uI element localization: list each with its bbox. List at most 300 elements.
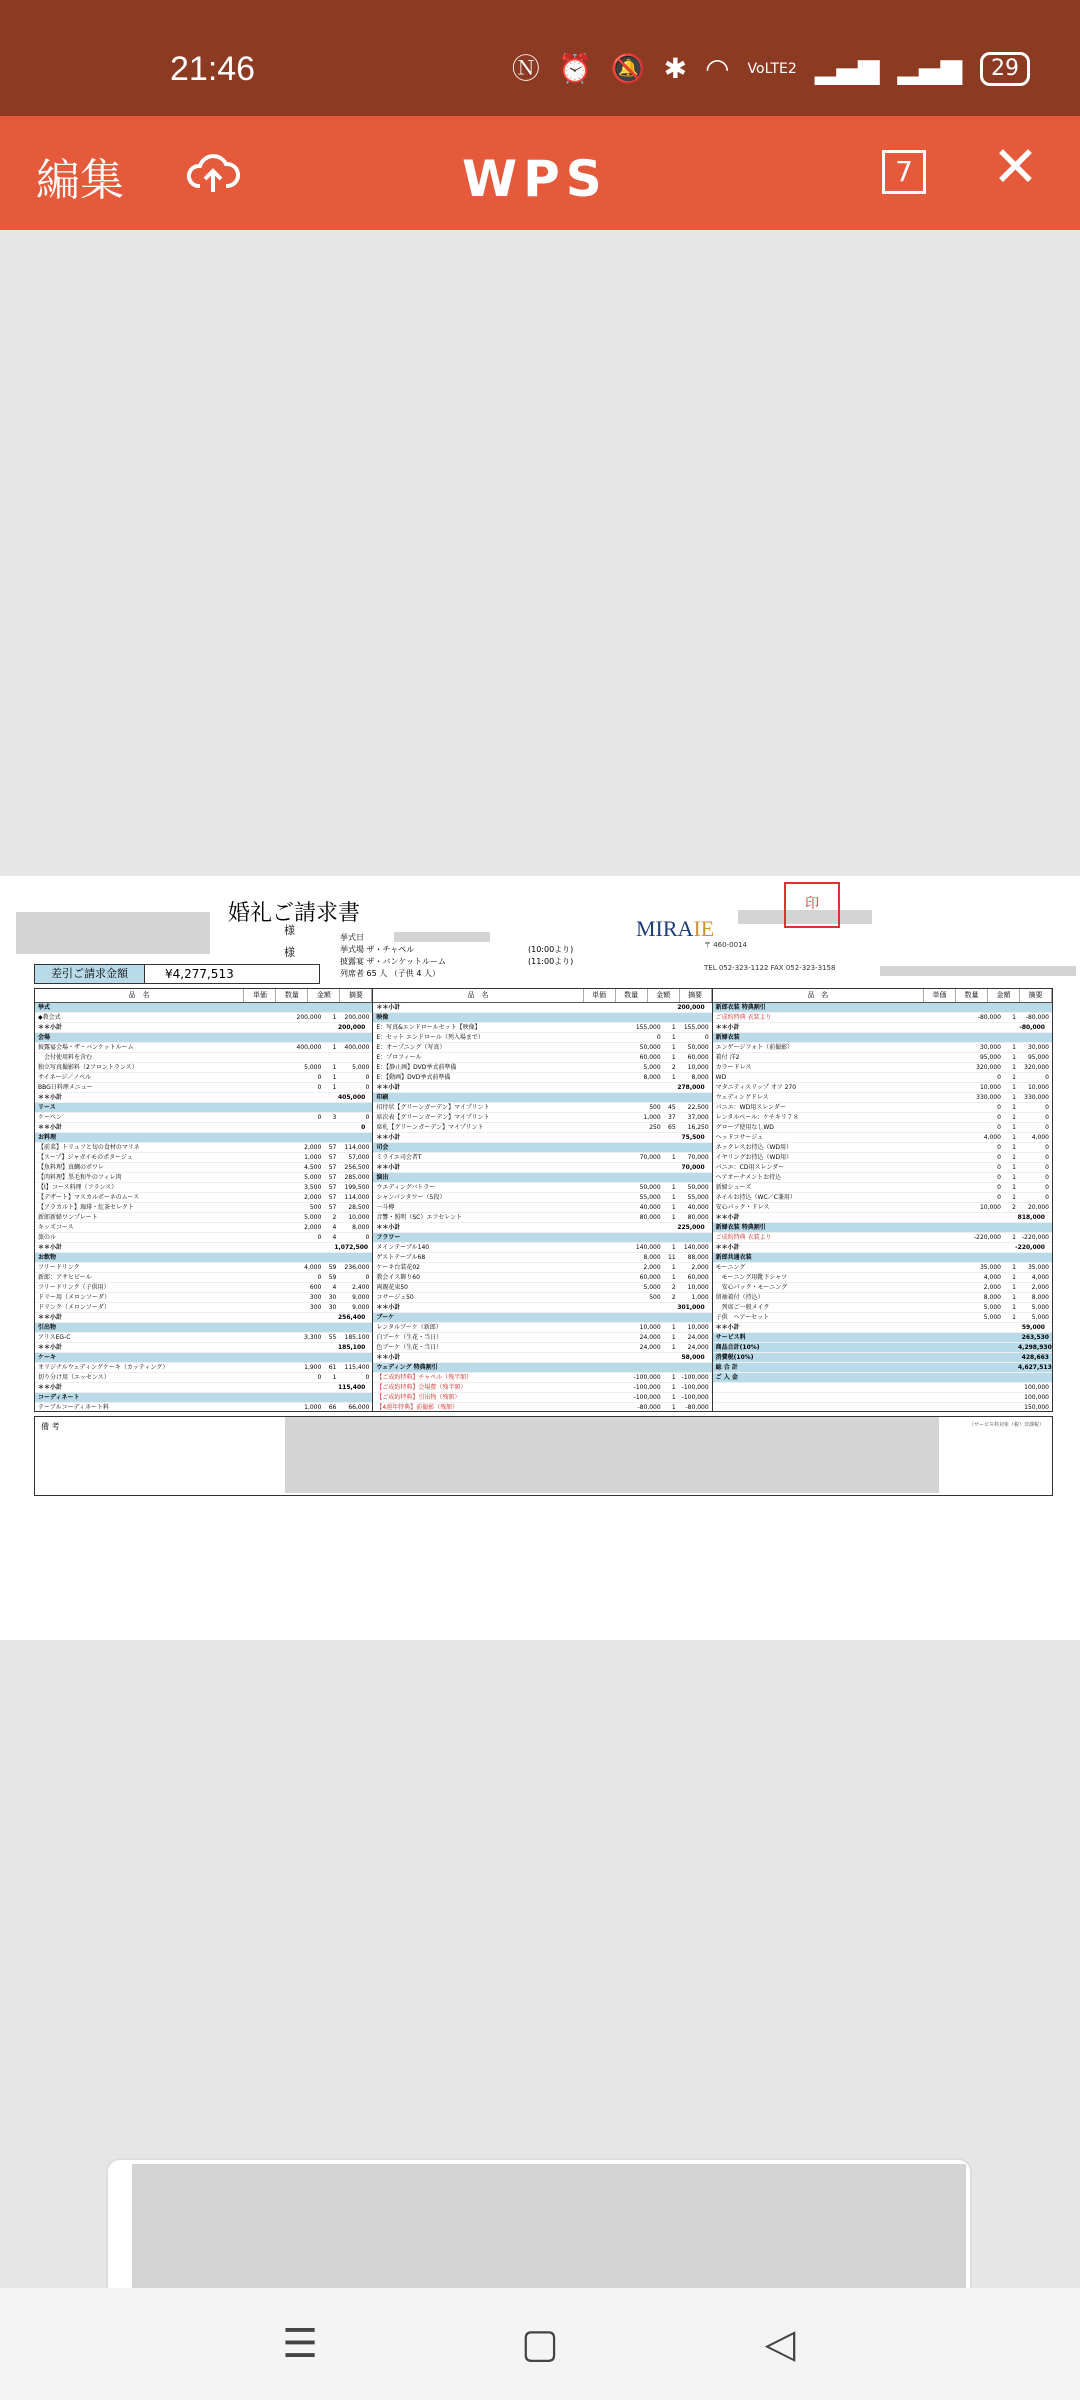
quantity: 1: [1012, 1074, 1016, 1081]
table-row: [373, 1213, 711, 1223]
subtotal-row: [35, 1243, 372, 1253]
unit-price: 60,000: [639, 1274, 661, 1281]
table-row: [713, 1083, 1052, 1093]
amount: 10,000: [1027, 1084, 1049, 1091]
menu-icon[interactable]: ☰: [282, 2321, 318, 2367]
quantity: 1: [1012, 1064, 1016, 1071]
amount: 330,000: [1024, 1094, 1049, 1101]
unit-price: 4,000: [983, 1274, 1001, 1281]
section-header: [713, 1003, 1052, 1013]
table-row: [373, 1273, 711, 1283]
item-name: 子供 ヘアーセット: [715, 1314, 770, 1321]
quantity: 1: [332, 1044, 337, 1051]
quantity: [664, 1013, 678, 1022]
table-row: [373, 1053, 711, 1063]
amount: 95,000: [1027, 1054, 1049, 1061]
unit-price: 10,000: [639, 1324, 661, 1331]
item-name: お料理: [38, 1134, 57, 1141]
table-row: [35, 1403, 372, 1411]
table-row: [713, 1143, 1052, 1153]
quantity: 57: [328, 1144, 337, 1151]
table-row: [373, 1033, 711, 1043]
unit-price: 320,000: [976, 1064, 1001, 1071]
table-row: [35, 1073, 372, 1083]
quantity: [1004, 1343, 1018, 1352]
quantity: 2: [671, 1284, 676, 1291]
quantity: 1: [671, 1054, 676, 1061]
quantity: 30: [328, 1294, 337, 1301]
section-header: [713, 1363, 1052, 1373]
item-name: メインテーブル140: [376, 1244, 430, 1251]
amount: 428,663: [1021, 1354, 1049, 1361]
quantity: 1: [671, 1194, 676, 1201]
unit-price: 80,000: [639, 1214, 661, 1221]
table-row: [713, 1393, 1052, 1403]
amount: [678, 1143, 712, 1152]
quantity: 1: [1012, 1044, 1016, 1051]
item-name: ブーケ: [376, 1314, 395, 1321]
column-header-cell: 品 名: [35, 989, 244, 1002]
item-name: E：セット エンドロール（列入場まで）: [376, 1034, 484, 1041]
amount: 5,000: [352, 1064, 370, 1071]
amount: 0: [1045, 1124, 1049, 1131]
quantity: 1: [1012, 1094, 1016, 1101]
table-row: [713, 1103, 1052, 1113]
unit-price: [970, 1353, 1004, 1362]
table-row: [35, 1063, 372, 1073]
amount: 5,000: [1031, 1314, 1049, 1321]
item-name: 新郎共通衣装: [715, 1254, 752, 1261]
quantity: [664, 1143, 678, 1152]
seal-stamp: 印: [784, 882, 840, 928]
table-row: [713, 1203, 1052, 1213]
item-name: 新郎新婦ワンプレート: [38, 1214, 98, 1221]
unit-price: 0: [317, 1274, 322, 1281]
amount: 22,500: [687, 1104, 709, 1111]
table-row: [373, 1293, 711, 1303]
item-name: 【スープ】ジャガイモのポタージュ: [38, 1154, 133, 1161]
unit-price: [970, 1393, 1004, 1402]
remarks-label: 備 考: [41, 1422, 60, 1431]
column-header-cell: 摘要: [680, 989, 712, 1002]
quantity: 1: [671, 1264, 676, 1271]
item-name: [713, 1393, 970, 1402]
table-row: [713, 1063, 1052, 1073]
table-row: [373, 1243, 711, 1253]
section-header: [373, 1233, 711, 1243]
column-header-cell: 金額: [648, 989, 680, 1002]
item-name: 【魚料理】真鯛のポワレ: [38, 1164, 105, 1171]
item-name: 列席ご一般メイク: [715, 1304, 770, 1311]
quantity: 57: [328, 1194, 337, 1201]
amount: 8,000: [1031, 1294, 1049, 1301]
quantity: 1: [1012, 1234, 1016, 1241]
section-header: [713, 1033, 1052, 1043]
amount: 28,500: [348, 1204, 370, 1211]
item-name: サイネージ／ノベル: [38, 1074, 92, 1081]
column-header: [373, 989, 711, 1003]
item-name: ＊＊小計: [715, 1244, 740, 1251]
table-row: [35, 1183, 372, 1193]
amount: 256,400: [338, 1314, 366, 1321]
amount: [338, 1003, 372, 1012]
quantity: 1: [332, 1084, 337, 1091]
table-row: [373, 1183, 711, 1193]
unit-price: 5,000: [643, 1284, 661, 1291]
quantity: 11: [668, 1254, 676, 1261]
item-name: 新婦シューズ: [715, 1184, 752, 1191]
quantity: 4: [332, 1234, 337, 1241]
table-row: [713, 1073, 1052, 1083]
table-row: [373, 1373, 711, 1383]
honorific-1: 様: [284, 924, 295, 937]
amount: 0: [365, 1234, 370, 1241]
quantity: 1: [1012, 1314, 1016, 1321]
quantity: [664, 1233, 678, 1242]
amount: 200,000: [338, 1024, 366, 1031]
column-header-cell: 品 名: [713, 989, 924, 1002]
page-count-button[interactable]: 7: [882, 150, 926, 194]
honorific-2: 様: [284, 946, 295, 959]
item-name: ドリンク（メロンソーダ）: [38, 1304, 111, 1311]
item-name: ＊＊小計: [715, 1024, 740, 1031]
item-name: モーニング用靴下シャツ: [715, 1274, 788, 1281]
item-name: 色ブーケ（生花・当日）: [376, 1344, 443, 1351]
section-header: [35, 1253, 372, 1263]
amount: [1018, 1373, 1052, 1382]
remarks-box: [34, 1416, 1053, 1496]
redacted-address: [880, 966, 1076, 976]
item-name: 音響・照明（SC）エフセレント: [376, 1214, 463, 1221]
quantity: 1: [1012, 1174, 1016, 1181]
column-header: [713, 989, 1052, 1003]
amount: 185,100: [338, 1344, 366, 1351]
amount: 0: [365, 1114, 370, 1121]
item-name: シャンパンタワー（5段）: [376, 1194, 446, 1201]
table-row: [373, 1103, 711, 1113]
bluetooth-icon: ✱: [663, 52, 688, 85]
table-row: [35, 1153, 372, 1163]
table-row: [373, 1403, 711, 1411]
item-name: ネックレスお持込（WD用）: [715, 1144, 793, 1151]
table-row: [713, 1183, 1052, 1193]
item-name: ＊＊小計: [376, 1084, 401, 1091]
subtotal-row: [35, 1343, 372, 1353]
item-name: 一斗樽: [376, 1204, 395, 1211]
amount: [1018, 1253, 1052, 1262]
unit-price: 10,000: [979, 1204, 1001, 1211]
quantity: 1: [332, 1074, 337, 1081]
amount: [1018, 1033, 1052, 1042]
table-row: [713, 1403, 1052, 1411]
unit-price: 0: [317, 1114, 322, 1121]
quantity: [324, 1323, 338, 1332]
amount: [1018, 1223, 1052, 1232]
table-row: [35, 1373, 372, 1383]
invoice-tables: [34, 988, 1053, 1412]
quantity: 1: [671, 1024, 676, 1031]
amount: 200,000: [677, 1004, 705, 1011]
table-row: [35, 1053, 372, 1063]
quantity: 57: [328, 1184, 337, 1191]
item-name: 【アラカルト】珈琲・紅茶セレクト: [38, 1204, 134, 1211]
quantity: 3: [332, 1114, 337, 1121]
subtotal-row: [373, 1223, 711, 1233]
amount: 10,000: [348, 1214, 370, 1221]
alarm-icon: ⏰: [557, 52, 593, 85]
item-name: E：プロフィール: [376, 1054, 422, 1061]
subtotal-row: [713, 1323, 1052, 1333]
item-name: BBG日料理メニュー: [38, 1084, 93, 1091]
table-row: [713, 1133, 1052, 1143]
amount: 2,400: [352, 1284, 370, 1291]
amount: 400,000: [344, 1044, 370, 1051]
quantity: [1004, 1363, 1018, 1372]
amount: 818,000: [1017, 1214, 1045, 1221]
amount: 1,000: [691, 1294, 709, 1301]
signal-icon: ▂▄▆: [814, 52, 880, 85]
amount: 20,000: [1027, 1204, 1049, 1211]
unit-price: -100,000: [633, 1384, 661, 1391]
item-name: ドリー用（メロンソーダ）: [38, 1294, 111, 1301]
amount: 10,000: [687, 1324, 709, 1331]
item-name: ウエディングバトラー: [376, 1184, 436, 1191]
quantity: 57: [328, 1174, 337, 1181]
amount: 2,000: [1031, 1284, 1049, 1291]
unit-price: 4,000: [304, 1264, 322, 1271]
quantity: 2: [1012, 1204, 1016, 1211]
table-row: [35, 1013, 372, 1023]
quantity: 1: [332, 1064, 337, 1071]
amount: 100,000: [1024, 1384, 1049, 1391]
column-header-cell: 数量: [616, 989, 648, 1002]
subtotal-row: [713, 1213, 1052, 1223]
item-name: ケーキ台装花02: [376, 1264, 420, 1271]
amount: 155,000: [683, 1024, 709, 1031]
redacted-remarks: [285, 1417, 939, 1493]
subtotal-row: [373, 1083, 711, 1093]
item-name: レンタルベール：ケチキリ７８: [715, 1114, 799, 1121]
column-header-cell: 品 名: [373, 989, 583, 1002]
item-name: レンタルブーケ（新郎）: [376, 1324, 442, 1331]
item-name: 司会: [376, 1144, 389, 1151]
item-name: フラワー: [376, 1234, 401, 1241]
item-name: 席次表【グリーンガーデン】マイプリント: [376, 1114, 490, 1121]
quantity: [664, 1173, 678, 1182]
amount: 40,000: [687, 1204, 709, 1211]
amount: 200,000: [344, 1014, 370, 1021]
item-name: ＊＊小計: [376, 1004, 401, 1011]
item-name: お飲物: [38, 1254, 57, 1261]
item-name: ＊＊小計: [38, 1384, 63, 1391]
table-row: [373, 1043, 711, 1053]
section-header: [713, 1343, 1052, 1353]
section-header: [373, 1093, 711, 1103]
table-row: [35, 1273, 372, 1283]
item-name: ＊＊小計: [38, 1344, 63, 1351]
amount: 2,000: [691, 1264, 709, 1271]
quantity: [324, 1393, 338, 1402]
unit-price: [970, 1333, 1004, 1342]
amount: 10,000: [687, 1284, 709, 1291]
unit-price: 5,000: [643, 1064, 661, 1071]
section-header: [373, 1313, 711, 1323]
meta-line: 披露宴 ザ・バンケットルーム: [340, 957, 446, 966]
amount: 0: [1045, 1074, 1049, 1081]
item-name: ケーキ: [38, 1354, 57, 1361]
section-header: [713, 1353, 1052, 1363]
item-name: 教会イス飾り60: [376, 1274, 420, 1281]
amount: 50,000: [687, 1184, 709, 1191]
amount: -100,000: [681, 1394, 709, 1401]
unit-price: [290, 1003, 324, 1012]
close-icon[interactable]: ✕: [992, 135, 1039, 200]
quantity: 59: [328, 1274, 337, 1281]
item-name: 留袖着付（持込）: [715, 1294, 764, 1301]
item-name: 席札【グリーンガーデン】マイプリント: [376, 1124, 484, 1131]
unit-price: [290, 1053, 324, 1062]
amount: [338, 1033, 372, 1042]
quantity: 59: [328, 1264, 337, 1271]
quantity: 1: [332, 1014, 337, 1021]
table-row: [35, 1043, 372, 1053]
amount: 8,000: [691, 1074, 709, 1081]
section-header: [35, 1353, 372, 1363]
table-row: [35, 1333, 372, 1343]
unit-price: 600: [309, 1284, 322, 1291]
item-name: ＊＊小計: [715, 1324, 740, 1331]
column-header-cell: 単価: [924, 989, 956, 1002]
item-name: カラードレス: [715, 1064, 752, 1071]
quantity: 37: [668, 1114, 676, 1121]
amount: 80,000: [687, 1214, 709, 1221]
unit-price: 4,000: [983, 1134, 1001, 1141]
amount: 115,400: [338, 1384, 366, 1391]
item-name: パニエ：CD用スレンダー: [715, 1164, 785, 1171]
unit-price: 24,000: [639, 1344, 661, 1351]
item-name: マタニティスリップ オフ 270: [715, 1084, 797, 1091]
amount: 256,500: [344, 1164, 370, 1171]
amount: -80,000: [685, 1404, 709, 1411]
table-row: [713, 1283, 1052, 1293]
unit-price: 0: [997, 1114, 1001, 1121]
unit-price: 0: [997, 1184, 1001, 1191]
section-header: [713, 1333, 1052, 1343]
cloud-upload-icon[interactable]: [186, 146, 240, 200]
unit-price: 330,000: [976, 1094, 1001, 1101]
unit-price: 5,000: [304, 1214, 322, 1221]
item-name: 【デザート】マスカルポーネのムース: [38, 1194, 140, 1201]
unit-price: [630, 1013, 664, 1022]
item-name: コサージュ50: [376, 1294, 414, 1301]
quantity: 1: [671, 1324, 676, 1331]
quantity: 1: [671, 1274, 676, 1281]
unit-price: [630, 1173, 664, 1182]
unit-price: 55,000: [639, 1194, 661, 1201]
table-row: [713, 1123, 1052, 1133]
unit-price: 10,000: [979, 1084, 1001, 1091]
item-name: E：【動画】DVD挙式前準備: [376, 1074, 451, 1081]
amount: [338, 1103, 372, 1112]
quantity: [324, 1353, 338, 1362]
subtotal-row: [713, 1023, 1052, 1033]
item-name: フリードリンク（子供用）: [38, 1284, 110, 1291]
table-row: [373, 1323, 711, 1333]
unit-price: 0: [317, 1084, 322, 1091]
unit-price: 2,000: [643, 1264, 661, 1271]
unit-price: [290, 1133, 324, 1142]
item-name: E：オープニング（写真）: [376, 1044, 446, 1051]
quantity: [324, 1133, 338, 1142]
amount: 0: [365, 1374, 370, 1381]
address-line: TEL 052-323-1122 FAX 052-323-3158: [704, 964, 836, 972]
table-row: [713, 1093, 1052, 1103]
column-header: [35, 989, 372, 1003]
unit-price: 1,000: [304, 1154, 322, 1161]
amount: 285,000: [344, 1174, 370, 1181]
table-row: [373, 1153, 711, 1163]
amount: 0: [1045, 1154, 1049, 1161]
amount: 4,000: [1031, 1134, 1049, 1141]
unit-price: 50,000: [639, 1184, 661, 1191]
unit-price: 140,000: [635, 1244, 661, 1251]
item-name: モーニング: [715, 1264, 746, 1271]
unit-price: [290, 1323, 324, 1332]
subtotal-row: [373, 1303, 711, 1313]
unit-price: 5,000: [983, 1304, 1001, 1311]
amount: 236,000: [344, 1264, 370, 1271]
amount: [1018, 1003, 1052, 1012]
quantity: 30: [328, 1304, 337, 1311]
item-name: 挙式: [38, 1004, 51, 1011]
redacted-name-2: [16, 934, 210, 954]
amount: -80,000: [1025, 1014, 1049, 1021]
quantity: [324, 1003, 338, 1012]
unit-price: 400,000: [296, 1044, 322, 1051]
back-icon[interactable]: ◁: [764, 2321, 796, 2367]
unit-price: 4,500: [304, 1164, 322, 1171]
signal-icon-2: ▂▄▆: [897, 52, 962, 85]
unit-price: 8,000: [983, 1294, 1001, 1301]
edit-button[interactable]: 編集: [36, 155, 124, 206]
quantity: 1: [1012, 1154, 1016, 1161]
quantity: [1004, 1223, 1018, 1232]
unit-price: [970, 1033, 1004, 1042]
home-icon[interactable]: ▢: [521, 2321, 559, 2367]
quantity: 1: [671, 1334, 676, 1341]
amount: 57,000: [348, 1154, 370, 1161]
table-row: [373, 1343, 711, 1353]
meta-line: 挙式場 ザ・チャペル: [340, 945, 415, 954]
total-amount-box: [34, 964, 320, 984]
amount: 185,100: [344, 1334, 370, 1341]
table-row: [713, 1153, 1052, 1163]
item-name: フリードリンク: [38, 1264, 80, 1271]
section-header: [713, 1373, 1052, 1383]
section-header: [373, 1013, 711, 1023]
section-header: [713, 1223, 1052, 1233]
item-name: [713, 1383, 970, 1392]
quantity: [1004, 1383, 1018, 1392]
unit-price: -220,000: [974, 1234, 1001, 1241]
invoice-column-2: [373, 989, 712, 1411]
subtotal-row: [373, 1003, 711, 1013]
unit-price: -80,000: [637, 1404, 661, 1411]
amount: 24,000: [687, 1344, 709, 1351]
item-name: 【ご成約特典】引出物（残額）: [376, 1394, 461, 1401]
subtotal-row: [373, 1353, 711, 1363]
quantity: 57: [328, 1164, 337, 1171]
